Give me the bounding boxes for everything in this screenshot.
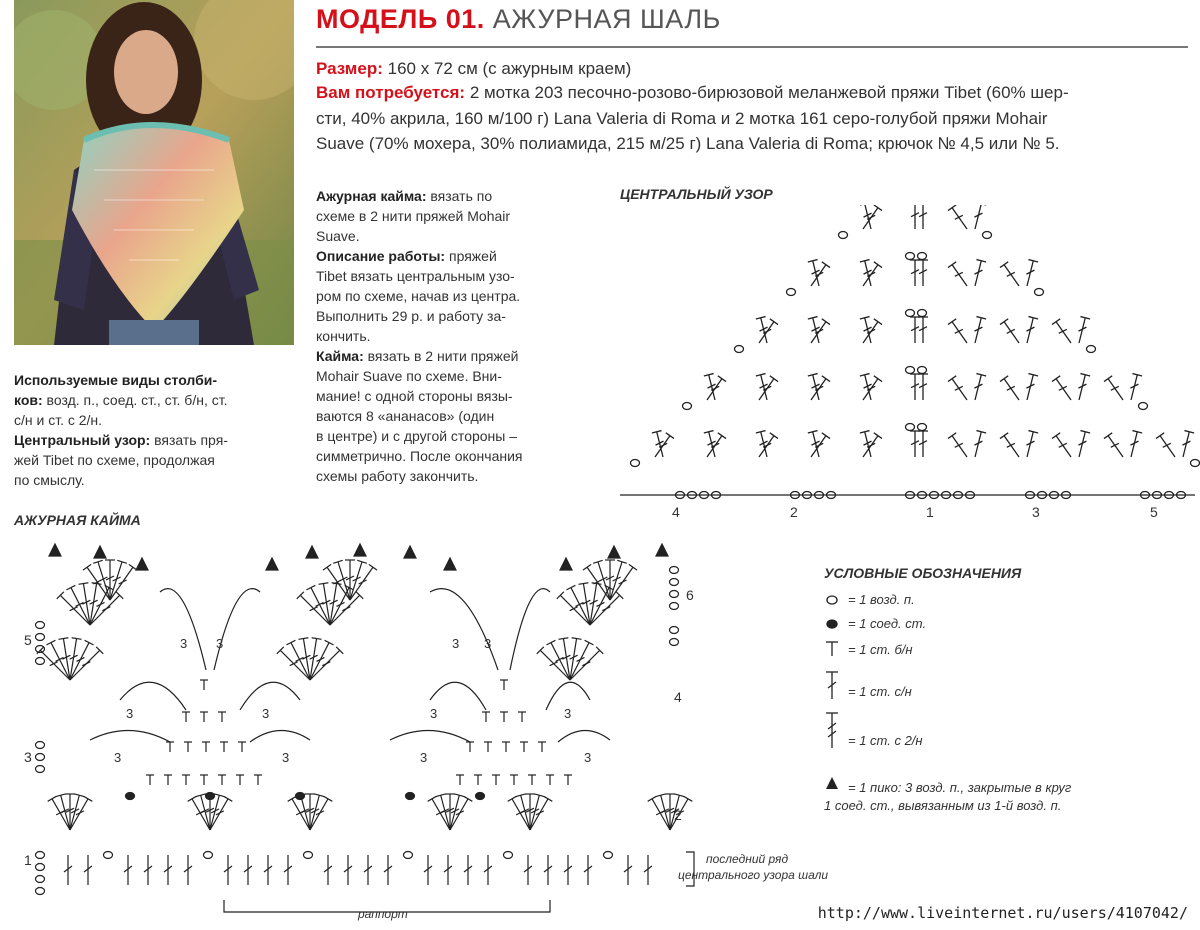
stitch-symbol <box>1056 436 1071 457</box>
stitch-symbol <box>1108 379 1123 400</box>
chain-symbol <box>604 852 613 859</box>
central-chart-title: ЦЕНТРАЛЬНЫЙ УЗОР <box>620 186 773 202</box>
stitch-top <box>1052 376 1060 382</box>
chain-symbol <box>631 460 640 467</box>
stitch-top <box>874 205 882 211</box>
stitch-top <box>298 638 308 640</box>
legend-item-slip: = 1 соед. ст. <box>848 616 927 631</box>
stitch-bar <box>1059 329 1067 333</box>
materials-line-2: сти, 40% акрила, 160 м/100 г) Lana Valeria di Roma и 2 мотка 161 серо-голубой пряжи Mohair <box>316 109 1048 128</box>
stitch-top <box>464 796 473 801</box>
model-number: МОДЕЛЬ 01. <box>316 4 485 34</box>
svg-text:3: 3 <box>126 706 134 721</box>
stitch-top <box>948 433 956 439</box>
legend-chain-icon <box>827 596 837 604</box>
stitch-bar <box>76 657 84 661</box>
stitch-symbol <box>110 567 133 600</box>
stitch-bar <box>76 602 84 606</box>
chain-symbol <box>1087 346 1096 353</box>
chain-symbol <box>683 403 692 410</box>
stitch-symbol <box>1004 379 1019 400</box>
stitch-bar <box>296 657 304 661</box>
stitch-top <box>948 376 956 382</box>
stitch-top <box>822 319 830 325</box>
stitch-top <box>46 640 55 645</box>
stitch-symbol <box>432 799 450 830</box>
stitch-top <box>948 262 956 268</box>
stitch-symbol <box>952 208 967 229</box>
stitch-top <box>629 564 637 570</box>
picot-symbol <box>266 558 278 570</box>
stitch-symbol <box>310 799 328 830</box>
edge-chart-title: АЖУРНАЯ КАЙМА <box>14 512 141 528</box>
svg-text:3: 3 <box>180 636 188 651</box>
chain-symbol <box>36 766 45 773</box>
stitch-symbol <box>87 567 110 600</box>
stitch-symbol <box>952 265 967 286</box>
chain-symbol <box>670 639 679 646</box>
stitch-bar <box>1059 386 1067 390</box>
stitch-symbol <box>512 799 530 830</box>
chain-arc <box>240 682 300 710</box>
stitch-top <box>78 583 88 585</box>
stitch-top <box>428 796 437 801</box>
chain-symbol <box>918 310 927 317</box>
chain-symbol <box>36 864 45 871</box>
stitch-symbol <box>652 799 670 830</box>
chain-symbol <box>787 289 796 296</box>
materials-line-3: Suave (70% мохера, 30% полиамида, 215 м/25 г) Lana Valeria di Roma; крючок № 4,5 или № 5. <box>316 134 1060 153</box>
stitch-symbol <box>1056 322 1071 343</box>
central-row-label-3: 3 <box>1032 504 1040 520</box>
model-photo <box>14 0 294 345</box>
stitch-symbol <box>210 799 228 830</box>
stitch-top <box>369 564 377 570</box>
stitch-bar <box>536 811 544 815</box>
chain-arc <box>430 682 486 710</box>
chain-symbol <box>918 367 927 374</box>
stitch-top <box>948 319 956 325</box>
stitch-top <box>578 583 588 585</box>
stitch-bar <box>56 657 64 661</box>
stitch-top <box>684 796 693 801</box>
stitch-bar <box>596 602 604 606</box>
stitch-bar <box>1111 386 1119 390</box>
stitch-top <box>312 638 322 640</box>
chain-symbol <box>670 579 679 586</box>
chain-symbol <box>404 852 413 859</box>
stitch-top <box>718 433 726 439</box>
stitch-symbol <box>952 379 967 400</box>
chain-symbol <box>36 754 45 761</box>
edge-pattern-chart <box>10 530 870 930</box>
legend-item-sc: = 1 ст. б/н <box>848 642 913 657</box>
description-text: Ажурная кайма: вязать по схеме в 2 нити пряжей Mohair Suave. Описание работы: пряжей Tibet вязать центральным узо- ром по схеме, начав из центра. Выполнить 29 р. и работу за- кончить. Кайма: вязать в 2 нити пряжей Mohair Suave по схеме. Вни- мание! с одной стороны вязы- ваются 8 «ананасов» (один в центре) и с другой стороны – симметрично. После окончания схемы работу закончить. <box>316 188 523 484</box>
stitch-top <box>188 796 197 801</box>
stitch-bar <box>1007 386 1015 390</box>
stitch-bar <box>50 662 58 666</box>
stitch-symbol <box>327 567 350 600</box>
page-title <box>316 4 721 35</box>
model-name: АЖУРНАЯ ШАЛЬ <box>492 4 721 34</box>
stitch-top <box>666 433 674 439</box>
central-pattern-chart <box>610 205 1200 525</box>
stitch-top <box>770 376 778 382</box>
stitch-bar <box>1007 329 1015 333</box>
stitch-top <box>822 262 830 268</box>
stitch-bar <box>216 811 224 815</box>
svg-text:3: 3 <box>282 750 290 765</box>
legend-slip-icon <box>827 620 837 628</box>
stitch-symbol <box>952 436 967 457</box>
chain-symbol <box>918 253 927 260</box>
stitch-symbol <box>70 799 88 830</box>
stitch-top <box>572 638 582 640</box>
chain-arc <box>250 730 310 742</box>
stitch-bar <box>582 662 590 666</box>
stitch-bar <box>82 662 90 666</box>
svg-text:3: 3 <box>420 750 428 765</box>
chain-symbol <box>36 742 45 749</box>
stitch-symbol <box>587 567 610 600</box>
svg-text:3: 3 <box>216 636 224 651</box>
stitch-bar <box>1007 272 1015 276</box>
stitch-top <box>1104 433 1112 439</box>
chain-arc <box>510 589 550 670</box>
chain-symbol <box>906 367 915 374</box>
svg-text:3: 3 <box>584 750 592 765</box>
stitch-symbol <box>1004 436 1019 457</box>
edge-row-number-2: 2 <box>674 807 682 823</box>
stitch-symbol <box>1160 436 1175 457</box>
stitch-top <box>874 319 882 325</box>
chain-symbol <box>1191 460 1200 467</box>
stitch-top <box>1104 376 1112 382</box>
stitch-bar <box>556 657 564 661</box>
edge-row-number-1: 1 <box>24 852 32 868</box>
stitch-top <box>288 796 297 801</box>
stitch-top <box>508 796 517 801</box>
stitch-top <box>874 262 882 268</box>
stitch-top <box>822 433 830 439</box>
stitch-bar <box>955 215 963 219</box>
slip-stitch-symbol <box>126 793 135 800</box>
svg-text:3: 3 <box>452 636 460 651</box>
central-row-label-4: 4 <box>672 504 680 520</box>
stitch-bar <box>1059 443 1067 447</box>
chain-symbol <box>670 591 679 598</box>
chain-symbol <box>918 424 927 431</box>
stitch-symbol <box>192 799 210 830</box>
chain-symbol <box>1139 403 1148 410</box>
stitch-bar <box>955 272 963 276</box>
stitch-bar <box>619 580 627 584</box>
stitch-top <box>874 376 882 382</box>
legend-item-tr: = 1 ст. с 2/н <box>848 733 923 748</box>
stitches-text: Используемые виды столби- ков: возд. п., соед. ст., ст. б/н, ст. с/н и ст. с 2/н. Центральный узор: вязать пря- жей Tibet по схеме, продолжая по смыслу. <box>14 372 228 488</box>
stitch-bar <box>342 607 350 611</box>
stitch-top <box>286 640 295 645</box>
chain-symbol <box>670 603 679 610</box>
central-row-label-1: 1 <box>926 504 934 520</box>
stitch-symbol <box>110 562 122 600</box>
legend-item-dc: = 1 ст. с/н <box>848 684 912 699</box>
edge-row-number-5: 5 <box>24 632 32 648</box>
legend-item-chain: = 1 возд. п. <box>848 592 915 607</box>
repeat-label: раппорт <box>358 907 408 921</box>
edge-row-number-3: 3 <box>24 749 32 765</box>
svg-text:3: 3 <box>262 706 270 721</box>
stitch-bar <box>316 811 324 815</box>
title-divider <box>316 46 1188 48</box>
chain-symbol <box>304 852 313 859</box>
legend-title: УСЛОВНЫЕ ОБОЗНАЧЕНИЯ <box>824 565 1022 581</box>
chain-symbol <box>36 852 45 859</box>
central-row-labels <box>672 504 1158 520</box>
picot-symbol <box>560 558 572 570</box>
stitch-symbol <box>1056 379 1071 400</box>
chain-symbol <box>670 567 679 574</box>
stitch-bar <box>1111 443 1119 447</box>
stitch-bar <box>310 607 318 611</box>
stitch-top <box>85 640 94 645</box>
stitch-symbol <box>610 562 622 600</box>
stitch-top <box>325 640 334 645</box>
stitch-bar <box>576 657 584 661</box>
slip-stitch-symbol <box>406 793 415 800</box>
picot-symbol <box>136 558 148 570</box>
legend-item-picot: = 1 пико: 3 возд. п., закрытые в круг <box>848 780 1072 795</box>
stitch-top <box>48 796 57 801</box>
last-row-label-2: центрального узора шали <box>678 868 829 882</box>
central-row-label-2: 2 <box>790 504 798 520</box>
stitch-symbol <box>52 799 70 830</box>
chain-symbol <box>36 888 45 895</box>
picot-symbol <box>94 546 106 558</box>
legend-dc-icon <box>826 672 838 699</box>
stitch-bar <box>955 386 963 390</box>
stitch-bar <box>1163 443 1171 447</box>
chain-symbol <box>104 852 113 859</box>
stitch-top <box>66 585 75 590</box>
stitch-symbol <box>292 799 310 830</box>
chain-arc <box>214 589 260 670</box>
stitch-bar <box>336 602 344 606</box>
chain-symbol <box>504 852 513 859</box>
picot-symbol <box>444 558 456 570</box>
slip-stitch-symbol <box>476 793 485 800</box>
materials-line-1: Вам потребуется: 2 мотка 203 песочно-розово-бирюзовой меланжевой пряжи Tibet (60% шер- <box>316 83 1069 102</box>
stitch-top <box>558 638 568 640</box>
last-row-label-1: последний ряд <box>706 852 789 866</box>
size-line: Размер: 160 х 72 см (с ажурным краем) <box>316 59 632 78</box>
stitch-top <box>585 640 594 645</box>
stitch-top <box>770 433 778 439</box>
stitch-bar <box>322 662 330 666</box>
chain-symbol <box>839 232 848 239</box>
stitch-top <box>324 796 333 801</box>
chain-symbol <box>670 627 679 634</box>
stitch-top <box>1000 433 1008 439</box>
picot-symbol <box>656 544 668 556</box>
stitch-top <box>718 376 726 382</box>
chain-symbol <box>1035 289 1044 296</box>
stitch-top <box>1052 433 1060 439</box>
chain-arc <box>558 730 610 742</box>
chain-arc <box>430 589 498 670</box>
chain-arc <box>390 730 470 742</box>
chain-symbol <box>906 253 915 260</box>
chain-symbol <box>983 232 992 239</box>
stitch-symbol <box>530 799 548 830</box>
stitch-symbol <box>1004 265 1019 286</box>
stitch-top <box>84 796 93 801</box>
picot-symbol <box>49 544 61 556</box>
stitch-top <box>306 585 315 590</box>
stitch-top <box>770 319 778 325</box>
chain-symbol <box>36 658 45 665</box>
stitch-bar <box>290 662 298 666</box>
stitch-top <box>323 564 331 570</box>
stitch-symbol <box>350 562 362 600</box>
stitch-top <box>58 638 68 640</box>
stitch-top <box>1000 376 1008 382</box>
stitch-bar <box>550 662 558 666</box>
stitch-bar <box>70 607 78 611</box>
stitch-top <box>948 205 956 211</box>
stitch-bar <box>576 602 584 606</box>
svg-text:3: 3 <box>114 750 122 765</box>
stitch-symbol <box>610 567 633 600</box>
stitch-bar <box>456 811 464 815</box>
stitch-bar <box>955 329 963 333</box>
stitch-top <box>224 796 233 801</box>
stitch-symbol <box>450 799 468 830</box>
edge-row-number-4: 4 <box>674 689 682 705</box>
picot-symbol <box>354 544 366 556</box>
svg-text:3: 3 <box>564 706 572 721</box>
legend-picot-icon <box>826 777 838 789</box>
stitch-bar <box>955 443 963 447</box>
legend-item-picot-2: 1 соед. ст., вывязанным из 1-й возд. п. <box>824 798 1062 813</box>
stitch-top <box>648 796 657 801</box>
stitch-bar <box>1007 443 1015 447</box>
stitch-bar <box>316 602 324 606</box>
stitch-symbol <box>1004 322 1019 343</box>
picot-symbol <box>306 546 318 558</box>
stitch-bar <box>359 580 367 584</box>
stitch-bar <box>602 607 610 611</box>
chain-symbol <box>906 424 915 431</box>
svg-text:3: 3 <box>484 636 492 651</box>
stitch-top <box>874 433 882 439</box>
stitch-symbol <box>952 322 967 343</box>
chain-arc <box>90 730 170 742</box>
chain-symbol <box>906 310 915 317</box>
chain-symbol <box>735 346 744 353</box>
picot-symbol <box>404 546 416 558</box>
stitch-bar <box>96 602 104 606</box>
source-url: http://www.liveinternet.ru/users/4107042/ <box>817 904 1188 922</box>
stitch-top <box>1156 433 1164 439</box>
edge-row-number-6: 6 <box>686 587 694 603</box>
stitch-top <box>318 583 328 585</box>
stitch-symbol <box>350 567 373 600</box>
stitch-top <box>822 376 830 382</box>
chain-symbol <box>204 852 213 859</box>
picot-symbol <box>608 546 620 558</box>
chain-symbol <box>36 634 45 641</box>
stitch-top <box>1052 319 1060 325</box>
legend-sc-icon <box>826 642 838 656</box>
chain-arc <box>160 589 206 670</box>
chain-symbol <box>36 876 45 883</box>
legend-tr-icon <box>826 713 838 748</box>
stitch-top <box>583 564 591 570</box>
stitch-symbol <box>1108 436 1123 457</box>
central-row-label-5: 5 <box>1150 504 1158 520</box>
stitch-top <box>544 796 553 801</box>
chain-symbol <box>36 622 45 629</box>
stitch-bar <box>570 607 578 611</box>
stitch-top <box>72 638 82 640</box>
stitch-top <box>83 564 91 570</box>
stitch-bar <box>119 580 127 584</box>
stitch-top <box>566 585 575 590</box>
stitch-bar <box>102 607 110 611</box>
chain-count-labels <box>114 636 591 765</box>
stitch-top <box>1000 319 1008 325</box>
stitch-top <box>1000 262 1008 268</box>
svg-text:3: 3 <box>430 706 438 721</box>
stitch-bar <box>316 657 324 661</box>
stitch-bar <box>76 811 84 815</box>
stitch-top <box>546 640 555 645</box>
